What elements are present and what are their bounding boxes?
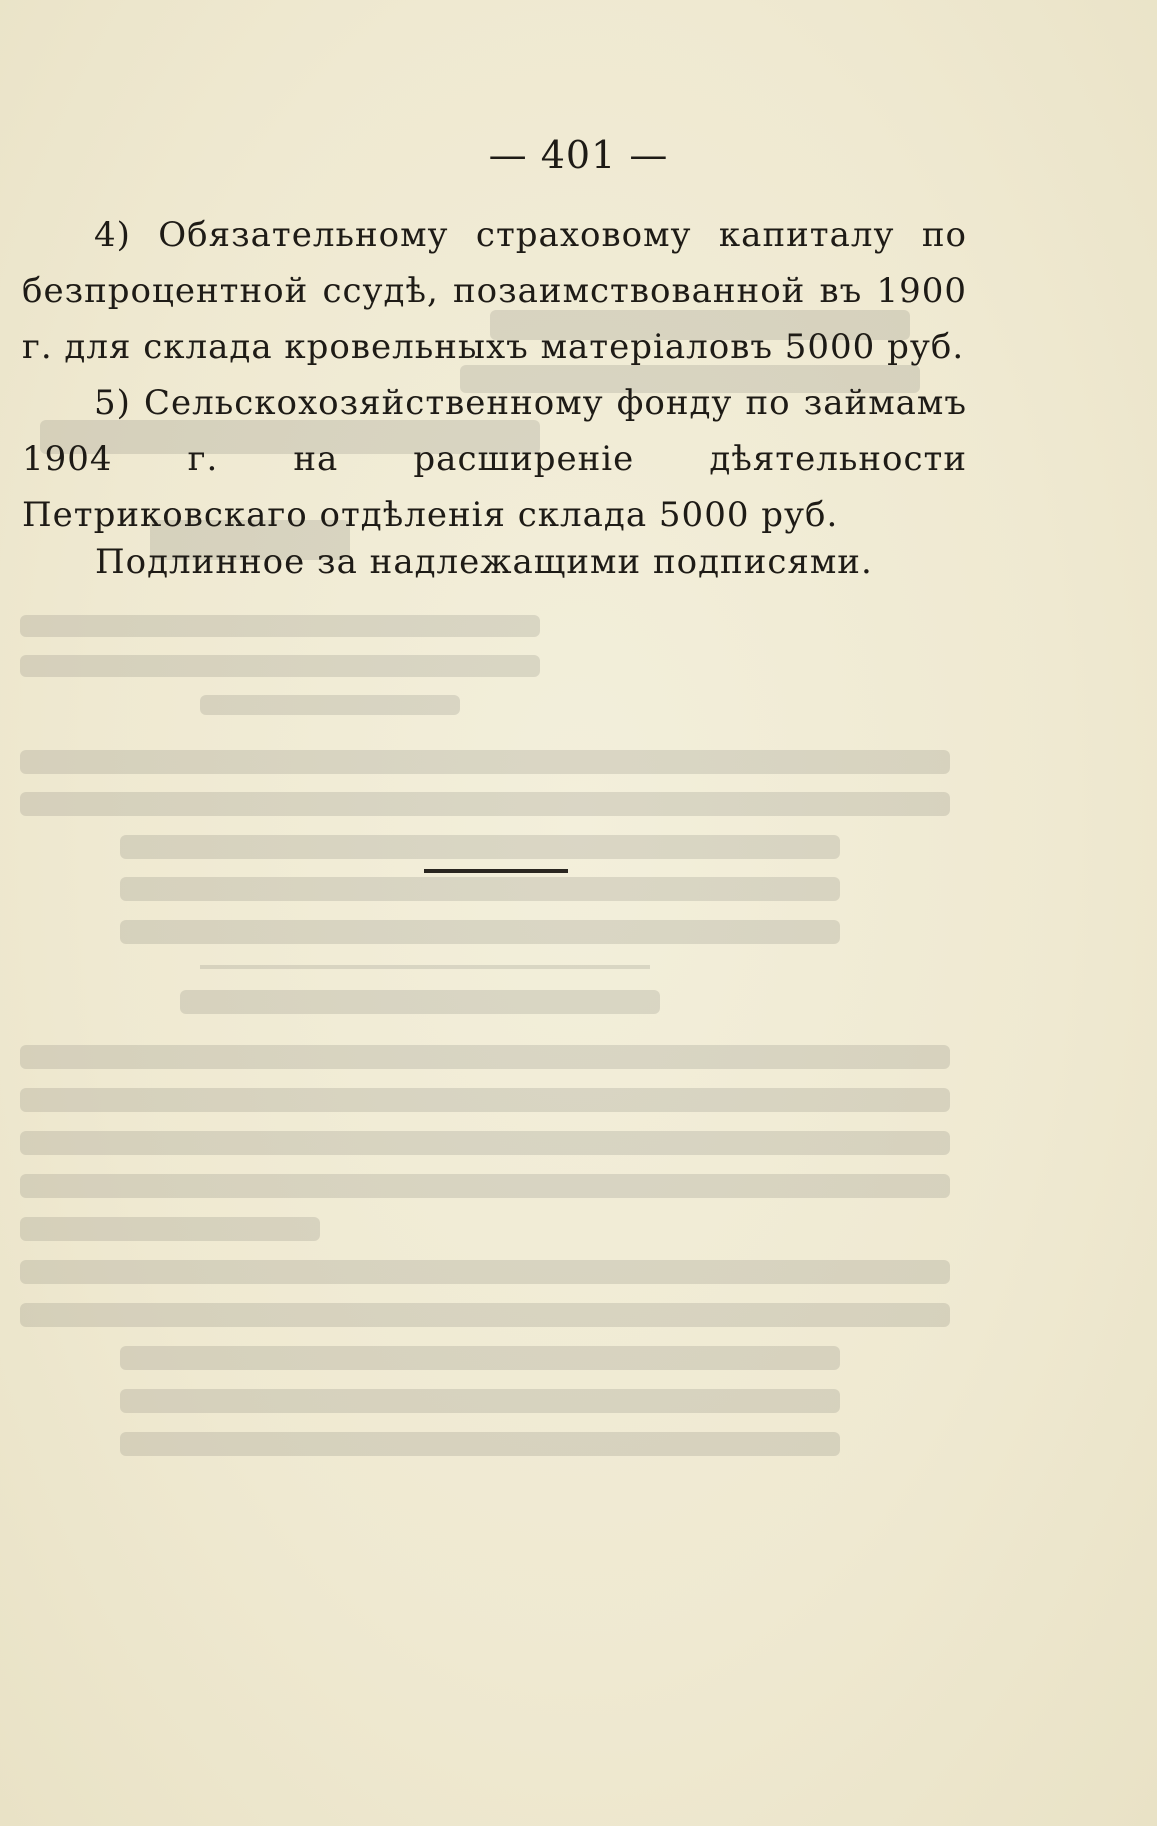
body-text [22, 207, 967, 543]
paragraph-item-4: 4) Обязательному страховому капиталу по безпроцентной ссудѣ, позаимствованной въ 1900 г. для склада кровельныхъ матеріаловъ 5000 руб. [22, 215, 967, 367]
page-number: — 401 — [488, 133, 669, 177]
end-rule-divider [424, 869, 568, 873]
closing-line: Подлинное за надлежащими подписями. [95, 542, 873, 582]
paragraph-item-5: 5) Сельскохозяйственному фонду по займамъ 1904 г. на расширеніе дѣятельности Петриковскаго отдѣленія склада 5000 руб. [22, 383, 967, 535]
